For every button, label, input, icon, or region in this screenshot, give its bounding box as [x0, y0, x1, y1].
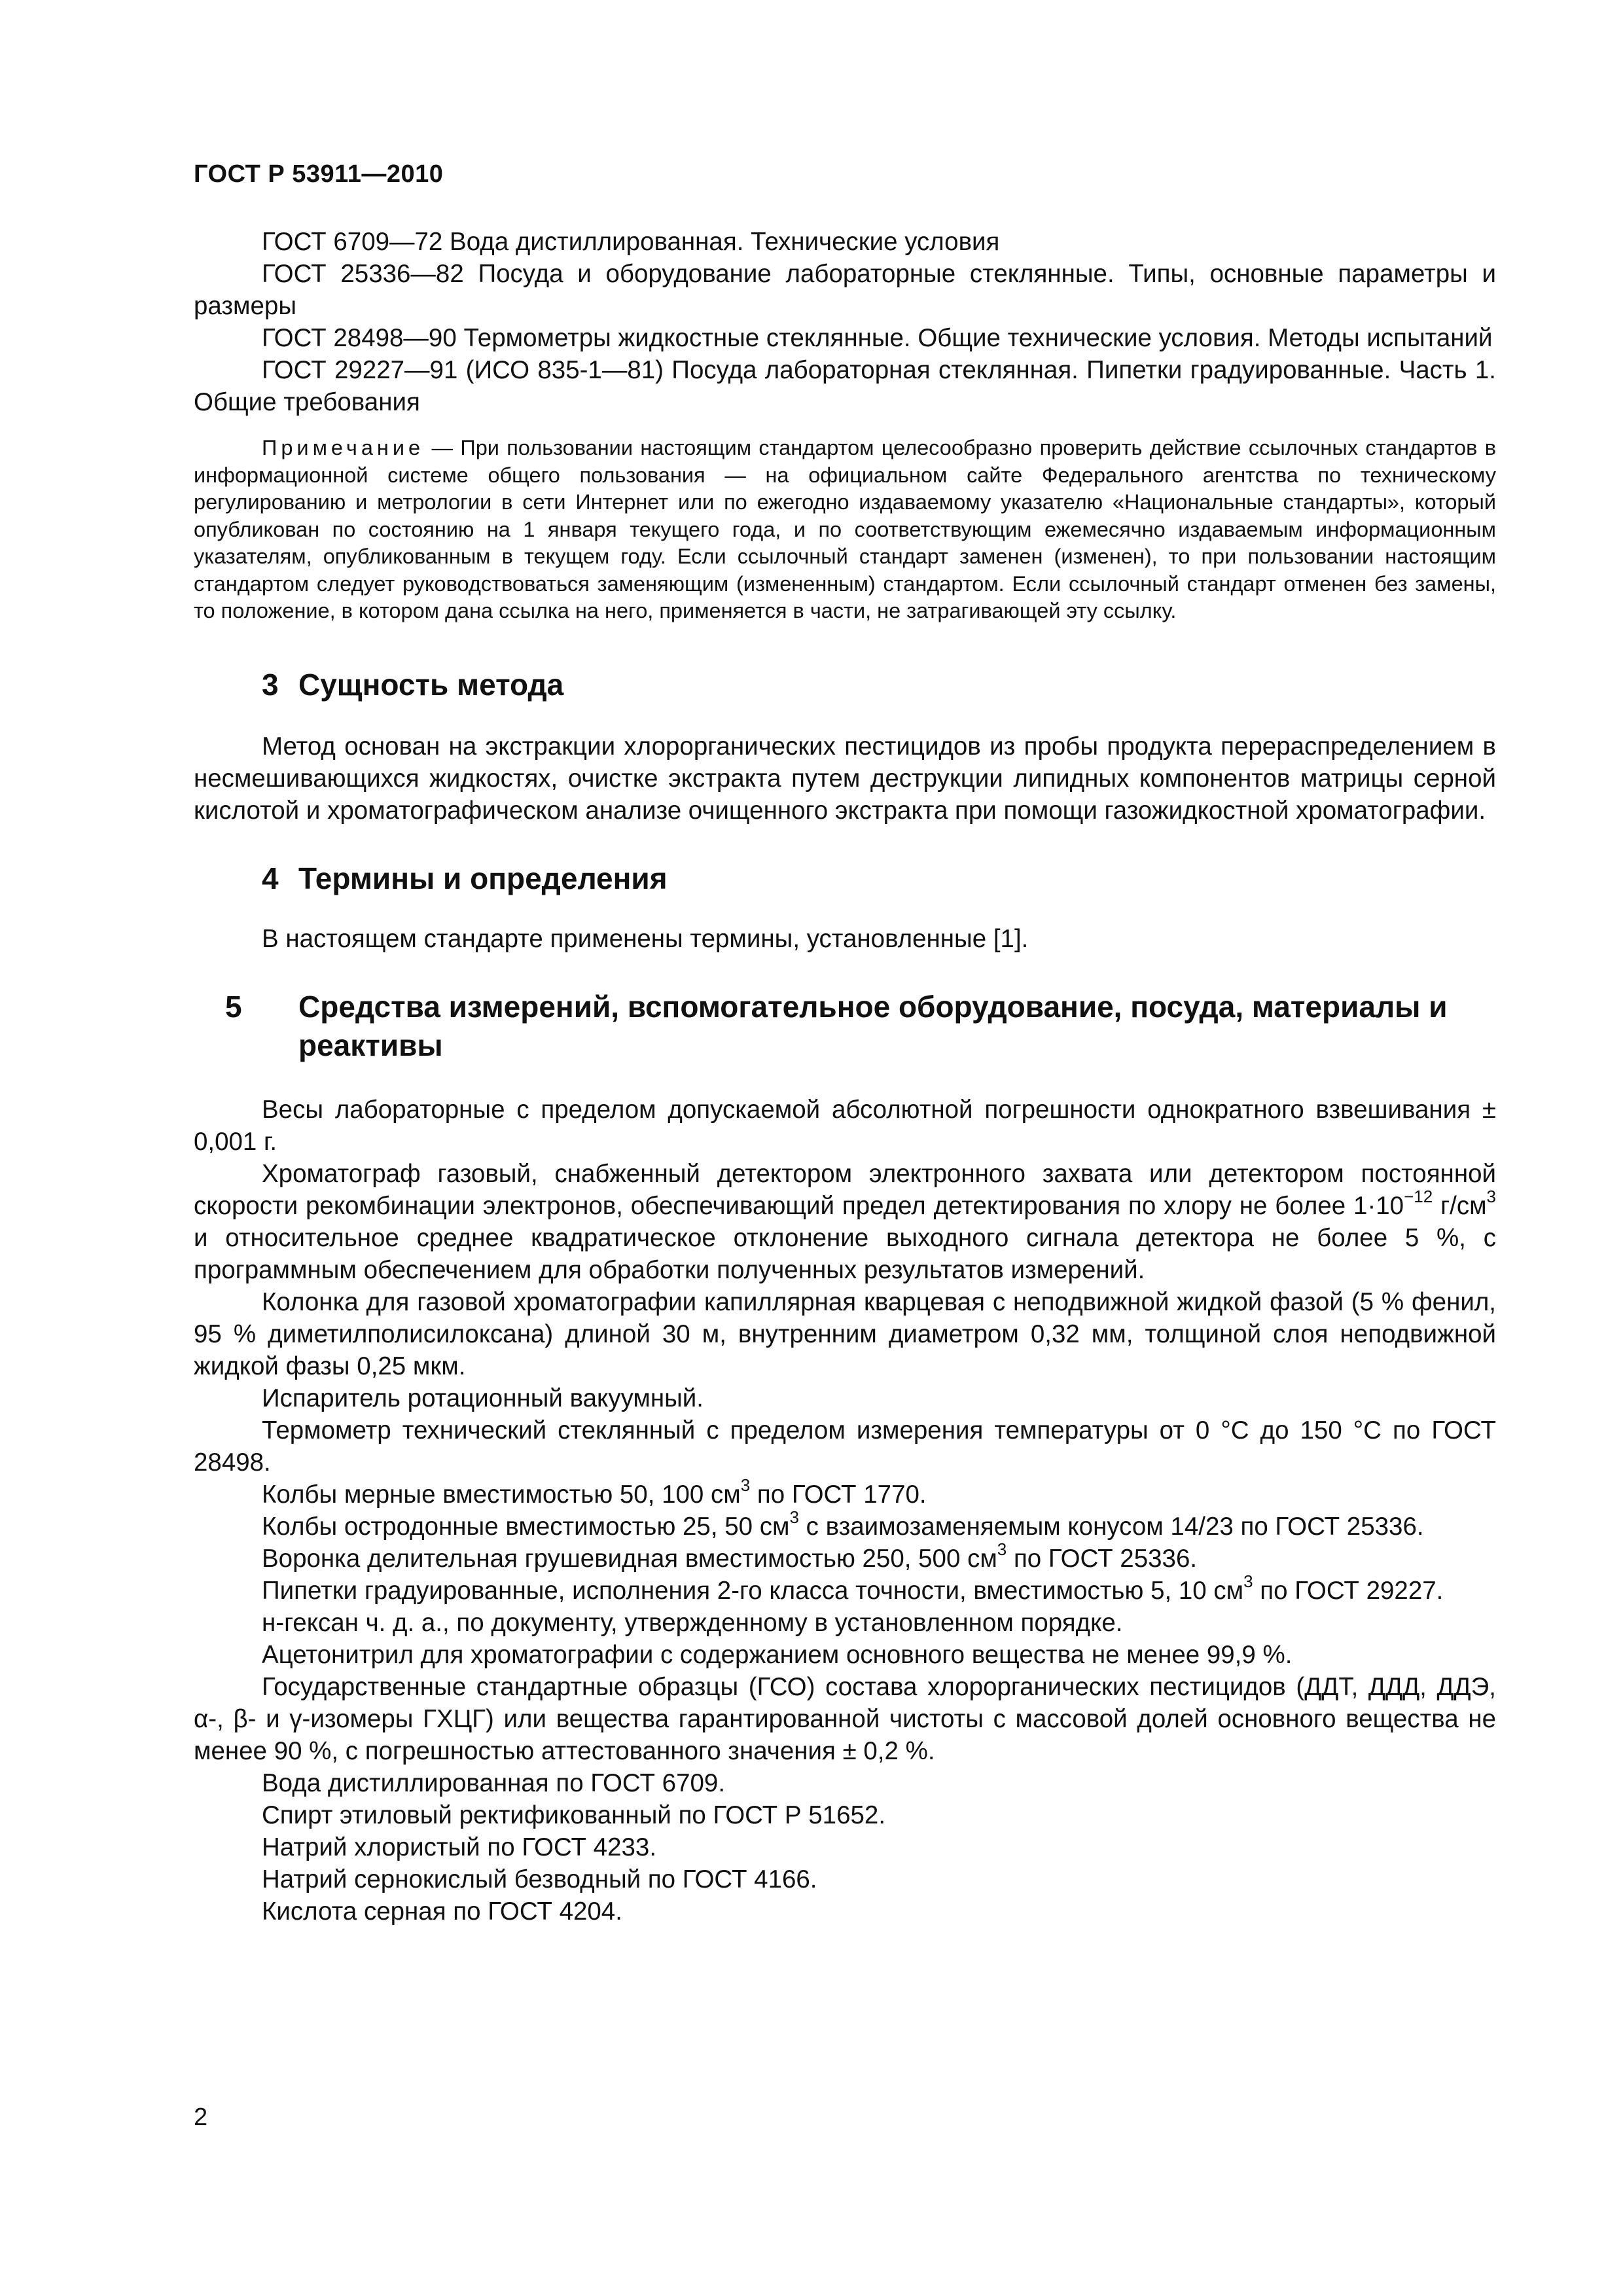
funnel-text-a: Воронка делительная грушевидная вместимостью 250, 500 см: [262, 1544, 997, 1573]
exponent: −12: [1404, 1186, 1433, 1206]
item-sodium-sulfate: Натрий сернокислый безводный по ГОСТ 4166.: [262, 1865, 817, 1893]
cube-superscript: 3: [1486, 1186, 1497, 1206]
item-column: Колонка для газовой хроматографии капиллярная кварцевая с неподвижной жидкой фазой (5 % фенил, 95 % диметилполисилоксана) длиной 30 м, внутренним диаметром 0,32 мм, толщиной слоя неподвижной жидкой фазы 0,25 мкм.: [194, 1287, 1496, 1380]
pipettes-text-a: Пипетки градуированные, исполнения 2-го класса точности, вместимостью 5, 10 см: [262, 1576, 1244, 1605]
note-text: — При пользовании настоящим стандартом целесообразно проверить действие ссылочных стандартов в информационной системе общего пользования — на официальном сайте Федерального агентства по техническому регулированию и метрологии в сети Интернет или по ежегодно издаваемому указателю «Национальные стандарты», который опубликован по состоянию на 1 января текущего года, и по соответствующим ежемесячно издаваемым информационным указателям, опубликованным в текущем году. Если ссылочный стандарт заменен (изменен), то при пользовании настоящим стандартом следует руководствоваться заменяющим (измененным) стандартом. Если ссылочный стандарт отменен без замены, то положение, в котором дана ссылка на него, применяется в части, не затрагивающей эту ссылку.: [194, 436, 1496, 622]
item-scales: Весы лабораторные с пределом допускаемой абсолютной погрешности однократного взвешивания ± 0,001 г.: [194, 1095, 1496, 1156]
chromatograph-text-b: г/см: [1433, 1191, 1487, 1220]
item-sodium-chloride: Натрий хлористый по ГОСТ 4233.: [262, 1833, 657, 1861]
section-3-title: Сущность метода: [298, 667, 564, 702]
section-4-heading: [194, 859, 1496, 898]
section-5-number: 5: [225, 989, 242, 1024]
item-ethanol: Спирт этиловый ректификованный по ГОСТ Р 51652.: [262, 1801, 886, 1829]
item-separatory-funnel: [194, 1539, 1496, 1575]
item-acetonitrile: Ацетонитрил для хроматографии с содержанием основного вещества не менее 99,9 %.: [262, 1640, 1293, 1669]
reference-gost-6709: ГОСТ 6709—72 Вода дистиллированная. Технические условия: [262, 228, 1000, 256]
section-3-number: 3: [262, 667, 279, 702]
item-conical-flasks: [194, 1507, 1496, 1543]
section-5-title: Средства измерений, вспомогательное оборудование, посуда, материалы и реактивы: [298, 989, 1448, 1062]
section-5-heading: [194, 988, 1496, 1065]
section-3-heading: [194, 666, 1496, 704]
item-chromatograph: [194, 1158, 1496, 1286]
flasks-text-b: по ГОСТ 1770.: [750, 1480, 927, 1509]
chromatograph-text-c: и относительное среднее квадратическое отклонение выходного сигнала детектора не более 5 %, с программным обеспечением для обработки полученных результатов измерений.: [194, 1223, 1496, 1284]
chromatograph-text-a: Хроматограф газовый, снабженный детектором электронного захвата или детектором постоянной скорости рекомбинации электронов, обеспечивающий предел детектирования по хлору не более 1·10: [194, 1159, 1496, 1220]
item-distilled-water: Вода дистиллированная по ГОСТ 6709.: [262, 1768, 726, 1797]
conical-flasks-text-a: Колбы остродонные вместимостью 25, 50 см: [262, 1512, 790, 1541]
item-volumetric-flasks: [194, 1475, 1496, 1511]
section-4-title: Термины и определения: [298, 861, 668, 895]
item-evaporator: Испаритель ротационный вакуумный.: [262, 1384, 704, 1412]
page-content: [194, 226, 1496, 1928]
section-4-text: В настоящем стандарте применены термины, установленные [1].: [262, 924, 1029, 953]
standard-code-header: ГОСТ Р 53911—2010: [194, 160, 444, 188]
flasks-text-a: Колбы мерные вместимостью 50, 100 см: [262, 1480, 741, 1509]
note-paragraph: [194, 435, 1496, 625]
reference-gost-25336: ГОСТ 25336—82 Посуда и оборудование лабораторные стеклянные. Типы, основные параметры и размеры: [194, 260, 1496, 320]
page-number: 2: [194, 2104, 208, 2131]
cube-superscript: 3: [997, 1539, 1007, 1559]
reference-gost-28498: ГОСТ 28498—90 Термометры жидкостные стеклянные. Общие технические условия. Методы испытаний: [262, 324, 1493, 352]
funnel-text-b: по ГОСТ 25336.: [1007, 1544, 1198, 1573]
note-lead: Примечание: [262, 436, 425, 459]
cube-superscript: 3: [789, 1507, 799, 1527]
section-3-text: Метод основан на экстракции хлорорганических пестицидов из пробы продукта перераспределением в несмешивающихся жидкостях, очистке экстракта путем деструкции липидных компонентов матрицы серной кислотой и хроматографическом анализе очищенного экстракта при помощи газожидкостной хроматографии.: [194, 732, 1496, 825]
item-pipettes: [194, 1571, 1496, 1607]
cube-superscript: 3: [1243, 1571, 1253, 1591]
reference-gost-29227: ГОСТ 29227—91 (ИСО 835-1—81) Посуда лабораторная стеклянная. Пипетки градуированные. Часть 1. Общие требования: [194, 356, 1496, 416]
item-sulfuric-acid: Кислота серная по ГОСТ 4204.: [262, 1897, 622, 1926]
item-thermometer: Термометр технический стеклянный с пределом измерения температуры от 0 °С до 150 °С по ГОСТ 28498.: [194, 1416, 1496, 1477]
section-4-number: 4: [262, 861, 279, 895]
conical-flasks-text-b: с взаимозаменяемым конусом 14/23 по ГОСТ 25336.: [798, 1512, 1424, 1541]
item-reference-materials: Государственные стандартные образцы (ГСО) состава хлорорганических пестицидов (ДДТ, ДДД, ДДЭ, α-, β- и γ-изомеры ГХЦГ) или вещества гарантированной чистоты с массовой долей основного вещества не менее 90 %, с погрешностью аттестованного значения ± 0,2 %.: [194, 1672, 1496, 1765]
item-hexane: н-гексан ч. д. а., по документу, утвержденному в установленном порядке.: [262, 1608, 1123, 1637]
pipettes-text-b: по ГОСТ 29227.: [1253, 1576, 1444, 1605]
cube-superscript: 3: [740, 1475, 751, 1495]
